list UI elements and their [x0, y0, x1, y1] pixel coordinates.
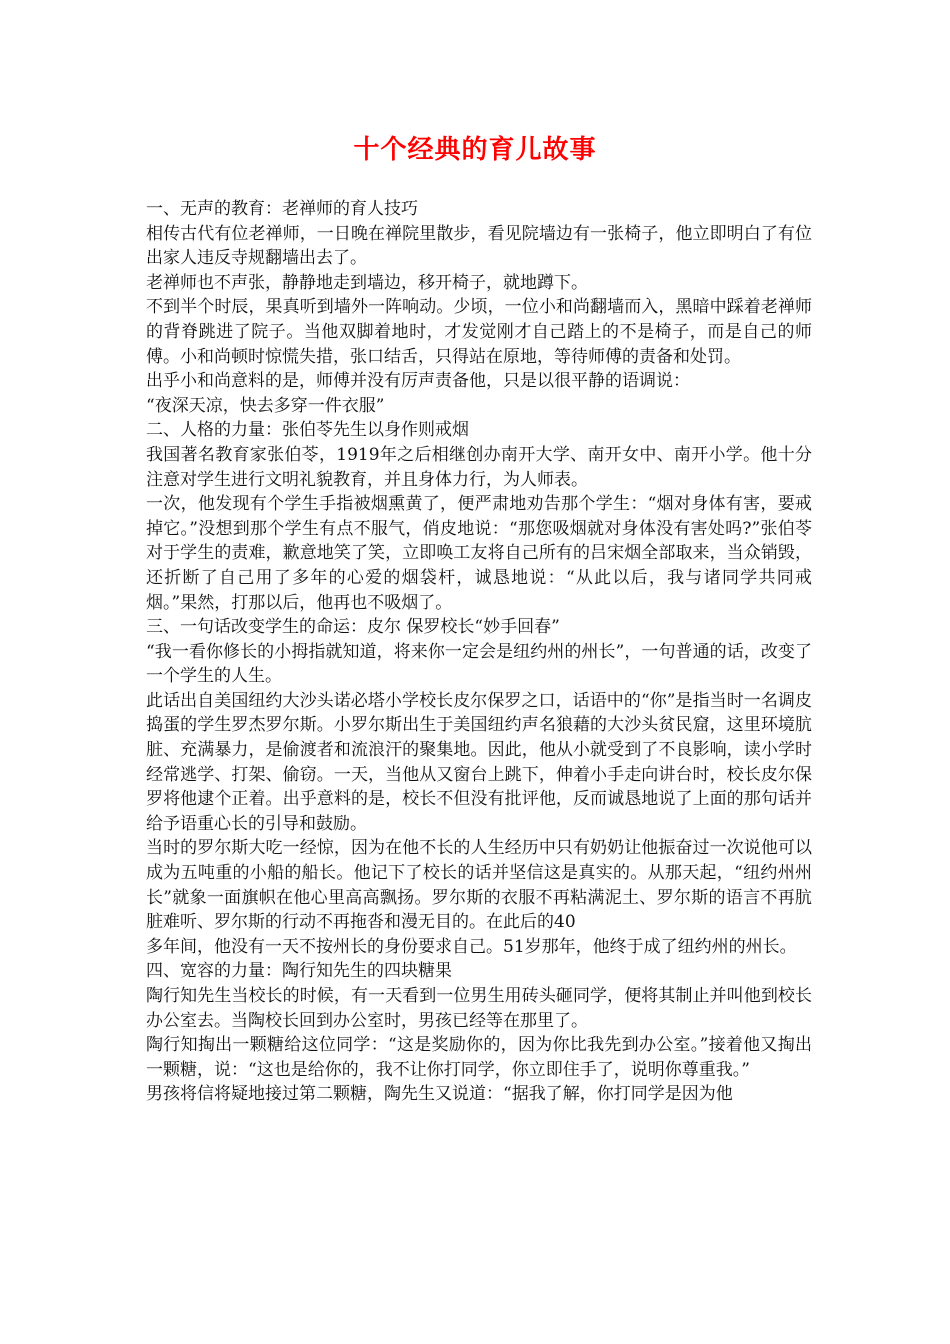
paragraph: “我一看你修长的小拇指就知道，将来你一定会是纽约州的州长”，一句普通的话，改变了一个学生的人生。 [146, 641, 812, 687]
document-title: 十个经典的育儿故事 [353, 135, 597, 165]
paragraph: 当时的罗尔斯大吃一经惊，因为在他不长的人生经历中只有奶奶让他振奋过一次说他可以成为五吨重的小船的船长。他记下了校长的话并坚信这是真实的。从那天起，“纽约州州长”就象一面旗帜在他心里高高飘扬。罗尔斯的衣服不再粘满泥土、罗尔斯的语言不再肮脏难听、罗尔斯的行动不再拖沓和漫无目的。在此后的40 [146, 838, 812, 933]
paragraph: 多年间，他没有一天不按州长的身份要求自己。51岁那年，他终于成了纽约州的州长。 [146, 936, 797, 957]
paragraph: 出乎小和尚意料的是，师傅并没有厉声责备他，只是以很平静的语调说： [146, 371, 690, 392]
paragraph: 不到半个时辰，果真听到墙外一阵响动。少顷，一位小和尚翻墙而入，黑暗中踩着老禅师的背脊跳进了院子。当他双脚着地时，才发觉刚才自己踏上的不是椅子，而是自己的师傅。小和尚顿时惊慌失措，张口结舌，只得站在原地，等待师傅的责备和处罚。 [146, 297, 812, 367]
document-body [146, 197, 812, 1107]
paragraph: 此话出自美国纽约大沙头诺必塔小学校长皮尔保罗之口，话语中的“你”是指当时一名调皮捣蛋的学生罗杰罗尔斯。小罗尔斯出生于美国纽约声名狼藉的大沙头贫民窟，这里环境肮脏、充满暴力，是偷渡者和流浪汗的聚集地。因此，他从小就受到了不良影响，读小学时经常逃学、打架、偷窃。一天，当他从又窗台上跳下，伸着小手走向讲台时，校长皮尔保罗将他逮个正着。出乎意料的是，校长不但没有批评他，反而诚恳地说了上面的那句话并给予语重心长的引导和鼓励。 [146, 690, 812, 834]
paragraph: 我国著名教育家张伯苓，1919年之后相继创办南开大学、南开女中、南开小学。他十分注意对学生进行文明礼貌教育，并且身体力行，为人师表。 [146, 444, 812, 490]
paragraph: “夜深天凉，快去多穿一件衣服” [146, 395, 385, 416]
paragraph: 相传古代有位老禅师，一日晚在禅院里散步，看见院墙边有一张椅子，他立即明白了有位出家人违反寺规翻墙出去了。 [146, 223, 812, 269]
paragraph: 陶行知掏出一颗糖给这位同学：“这是奖励你的，因为你比我先到办公室。”接着他又掏出一颗糖，说：“这也是给你的，我不让你打同学，你立即住手了，说明你尊重我。” [146, 1035, 812, 1080]
paragraph: 一次，他发现有个学生手指被烟熏黄了，便严肃地劝告那个学生：“烟对身体有害，要戒掉它。”没想到那个学生有点不服气，俏皮地说：“那您吸烟就对身体没有害处吗?”张伯苓对于学生的责难，歉意地笑了笑，立即唤工友将自己所有的吕宋烟全部取来，当众销毁，还折断了自己用了多年的心爱的烟袋杆，诚恳地说：“从此以后，我与诸同学共同戒烟。”果然，打那以后，他再也不吸烟了。 [146, 494, 812, 613]
section-heading: 二、人格的力量：张伯苓先生以身作则戒烟 [146, 420, 469, 441]
section-heading: 四、宽容的力量：陶行知先生的四块糖果 [146, 961, 452, 982]
paragraph: 男孩将信将疑地接过第二颗糖，陶先生又说道：“据我了解，你打同学是因为他 [146, 1084, 733, 1105]
paragraph: 陶行知先生当校长的时候，有一天看到一位男生用砖头砸同学，便将其制止并叫他到校长办公室去。当陶校长回到办公室时，男孩已经等在那里了。 [146, 986, 812, 1031]
section-heading: 一、无声的教育：老禅师的育人技巧 [146, 199, 418, 219]
section-heading: 三、一句话改变学生的命运：皮尔 保罗校长“妙手回春” [146, 617, 560, 638]
paragraph: 老禅师也不声张，静静地走到墙边，移开椅子，就地蹲下。 [146, 272, 588, 293]
